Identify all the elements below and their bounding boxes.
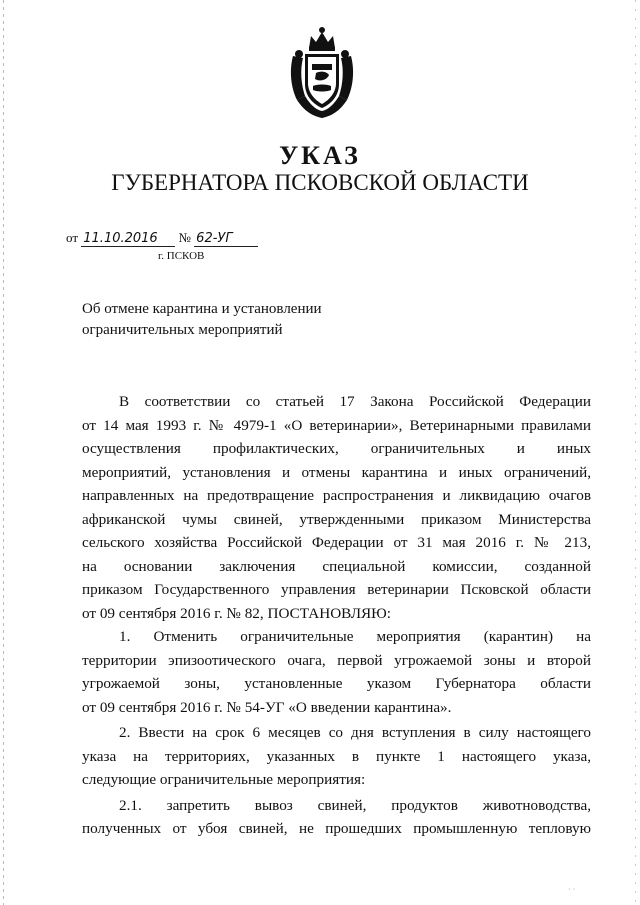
paragraph-item-2	[82, 721, 591, 792]
subject-line: Об отмене карантина и установлении	[82, 301, 322, 317]
coat-of-arms-emblem	[287, 26, 357, 120]
text-line: 2. Ввести на срок 6 месяцев со дня вступления в силу настоящего	[119, 724, 591, 741]
text-line: В соответствии со статьей 17 Закона Российской Федерации	[119, 393, 591, 410]
number-prefix: №	[178, 230, 191, 245]
handwritten-number: 62-УГ	[194, 231, 258, 247]
subject-line: ограничительных мероприятий	[82, 322, 283, 338]
text-line: от 09 сентября 2016 г. № 82, ПОСТАНОВЛЯЮ:	[82, 604, 391, 622]
text-line: следующие ограничительные мероприятия:	[82, 771, 366, 788]
city-label: г. ПСКОВ	[158, 250, 205, 262]
date-number-line	[66, 230, 258, 247]
text-line: осуществления профилактических, ограничительных и иных	[82, 440, 591, 457]
scan-edge-left	[3, 0, 4, 905]
paragraph-item-2-1	[82, 794, 591, 841]
decree-body	[82, 390, 591, 841]
text-line: указа на территориях, указанных в пункте 1 настоящего указа,	[82, 747, 591, 765]
paragraph-preamble	[82, 390, 591, 625]
text-line: угрожаемой зоны, установленные указом Губернатора области	[82, 675, 591, 692]
scan-speck: · ·	[568, 885, 576, 894]
text-line: африканской чумы свиней, утвержденными приказом Министерства	[82, 510, 591, 528]
text-line: полученных от убоя свиней, не прошедших промышленную тепловую	[82, 820, 591, 837]
text-line: сельского хозяйства Российской Федерации от 31 мая 2016 г. № 213,	[82, 534, 591, 551]
text-line: от 14 мая 1993 г. № 4979-1 «О ветеринарии», Ветеринарными правилами	[82, 416, 591, 434]
scan-edge-right	[635, 0, 636, 905]
text-line: 2.1. запретить вывоз свиней, продуктов животноводства,	[119, 796, 591, 814]
decree-subject	[82, 299, 322, 341]
text-line: территории эпизоотического очага, первой угрожаемой зоны и второй	[82, 651, 591, 669]
handwritten-date: 11.10.2016	[81, 231, 175, 247]
text-line: на основании заключения специальной комиссии, созданной	[82, 557, 591, 575]
text-line: направленных на предотвращение распространения и ликвидацию очагов	[82, 487, 591, 504]
text-line: мероприятий, установления и отмены карантина и иных ограничений,	[82, 463, 591, 481]
text-line: 1. Отменить ограничительные мероприятия (карантин) на	[119, 628, 591, 645]
document-subtitle: ГУБЕРНАТОРА ПСКОВСКОЙ ОБЛАСТИ	[111, 170, 529, 195]
document-title: УКАЗ	[279, 141, 361, 170]
paragraph-item-1	[82, 625, 591, 719]
text-line: приказом Государственного управления ветеринарии Псковской области	[82, 581, 591, 598]
text-line: от 09 сентября 2016 г. № 54-УГ «О введении карантина».	[82, 698, 452, 716]
date-prefix: от	[66, 230, 79, 245]
